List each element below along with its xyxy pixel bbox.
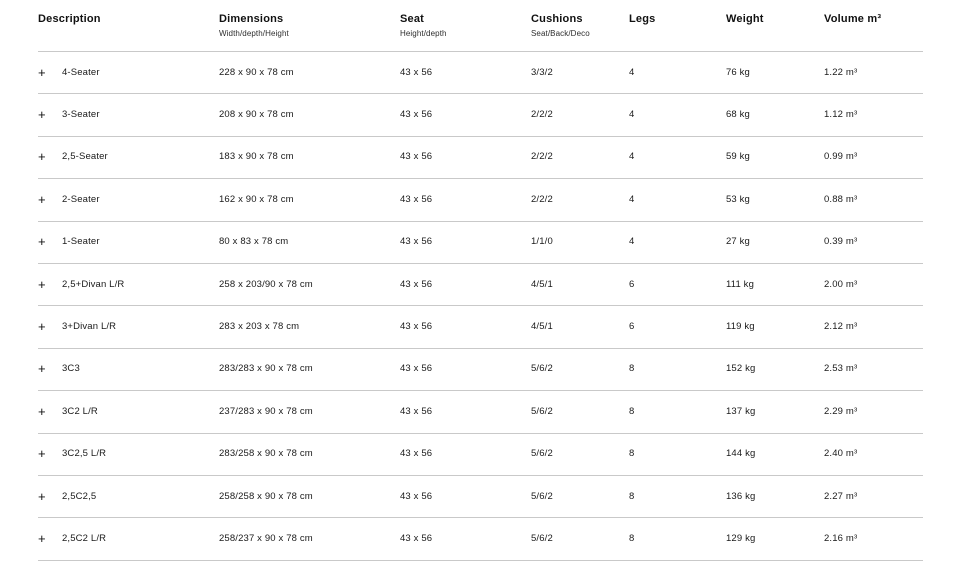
cell-dimensions: 183 x 90 x 78 cm (219, 151, 294, 163)
cell-seat: 43 x 56 (400, 448, 433, 460)
cell-description: 2,5C2 L/R (62, 532, 107, 544)
cell-description: 3C2 L/R (62, 405, 98, 417)
column-label: Description (38, 13, 101, 25)
expand-row-button[interactable]: + (38, 276, 46, 292)
cell-seat: 43 x 56 (400, 278, 433, 290)
column-label: Dimensions (219, 13, 284, 25)
cell-cushions: 1/1/0 (531, 236, 553, 248)
cell-weight: 129 kg (726, 532, 756, 544)
expand-row-button[interactable]: + (38, 234, 46, 250)
cell-seat: 43 x 56 (400, 532, 433, 544)
expand-cell (38, 191, 62, 207)
expand-row-button[interactable]: + (38, 488, 46, 504)
column-header-seat (400, 13, 531, 38)
cell-seat: 43 x 56 (400, 109, 433, 121)
cell-description: 2,5-Seater (62, 151, 108, 163)
expand-row-button[interactable]: + (38, 403, 46, 419)
cell-weight: 152 kg (726, 363, 756, 375)
cell-legs: 8 (629, 448, 635, 460)
expand-row-button[interactable]: + (38, 361, 46, 377)
expand-row-button[interactable]: + (38, 149, 46, 165)
cell-legs: 8 (629, 490, 635, 502)
cell-weight: 119 kg (726, 321, 755, 333)
expand-row-button[interactable]: + (38, 191, 46, 207)
cell-seat: 43 x 56 (400, 151, 433, 163)
cell-cushions: 5/6/2 (531, 363, 553, 375)
cell-description: 3-Seater (62, 109, 100, 121)
cell-dimensions: 162 x 90 x 78 cm (219, 193, 294, 205)
cell-volume: 2.00 m³ (824, 278, 858, 290)
column-label: Weight (726, 13, 764, 25)
cell-legs: 6 (629, 278, 635, 290)
cell-weight: 144 kg (726, 448, 756, 460)
cell-cushions: 5/6/2 (531, 448, 553, 460)
cell-dimensions: 283/258 x 90 x 78 cm (219, 448, 313, 460)
expand-cell (38, 276, 62, 292)
column-label: Cushions (531, 13, 583, 25)
column-sublabel: Width/depth/Height (219, 29, 289, 38)
cell-cushions: 4/5/1 (531, 278, 553, 290)
cell-seat: 43 x 56 (400, 363, 433, 375)
column-header-weight (726, 13, 824, 26)
cell-volume: 2.12 m³ (824, 321, 858, 333)
cell-volume: 1.22 m³ (824, 66, 858, 78)
table-row (38, 137, 923, 179)
table-row (38, 391, 923, 433)
cell-cushions: 5/6/2 (531, 405, 553, 417)
cell-description: 3+Divan L/R (62, 321, 117, 333)
cell-seat: 43 x 56 (400, 321, 433, 333)
cell-cushions: 2/2/2 (531, 109, 553, 121)
table-row (38, 518, 923, 560)
cell-legs: 4 (629, 151, 635, 163)
cell-volume: 0.39 m³ (824, 236, 858, 248)
cell-volume: 2.53 m³ (824, 363, 858, 375)
cell-volume: 2.29 m³ (824, 405, 858, 417)
cell-description: 2-Seater (62, 193, 100, 205)
expand-row-button[interactable]: + (38, 530, 46, 546)
cell-volume: 0.99 m³ (824, 151, 858, 163)
column-header-cushions (531, 13, 629, 38)
cell-dimensions: 258 x 203/90 x 78 cm (219, 278, 313, 290)
cell-weight: 137 kg (726, 405, 756, 417)
column-label: Seat (400, 13, 425, 25)
table-header-row (38, 0, 923, 52)
expand-cell (38, 321, 62, 333)
cell-cushions: 5/6/2 (531, 490, 553, 502)
cell-weight: 136 kg (726, 490, 756, 502)
table-row (38, 476, 923, 518)
cell-description: 2,5+Divan L/R (62, 278, 125, 290)
cell-legs: 4 (629, 236, 635, 248)
expand-cell (38, 530, 62, 546)
expand-cell (38, 488, 62, 504)
cell-seat: 43 x 56 (400, 236, 433, 248)
cell-seat: 43 x 56 (400, 193, 433, 205)
cell-dimensions: 283 x 203 x 78 cm (219, 321, 300, 333)
expand-cell (38, 448, 62, 460)
table-body (38, 52, 923, 561)
expand-row-button[interactable]: + (38, 319, 46, 335)
cell-dimensions: 228 x 90 x 78 cm (219, 66, 294, 78)
column-header-description (38, 13, 219, 26)
cell-cushions: 4/5/1 (531, 321, 553, 333)
cell-volume: 1.12 m³ (824, 109, 858, 121)
cell-legs: 6 (629, 321, 635, 333)
expand-cell (38, 151, 62, 163)
table-row (38, 264, 923, 306)
cell-dimensions: 80 x 83 x 78 cm (219, 236, 289, 248)
expand-cell (38, 236, 62, 248)
cell-cushions: 5/6/2 (531, 532, 553, 544)
cell-dimensions: 283/283 x 90 x 78 cm (219, 363, 313, 375)
column-label: Volume m³ (824, 13, 882, 25)
column-sublabel: Height/depth (400, 29, 447, 38)
cell-legs: 4 (629, 66, 635, 78)
column-header-legs (629, 13, 726, 26)
cell-weight: 76 kg (726, 66, 750, 78)
cell-seat: 43 x 56 (400, 66, 433, 78)
expand-cell (38, 64, 62, 80)
table-row (38, 179, 923, 221)
cell-volume: 2.40 m³ (824, 448, 858, 460)
cell-weight: 27 kg (726, 236, 750, 248)
cell-dimensions: 258/258 x 90 x 78 cm (219, 490, 313, 502)
cell-volume: 2.27 m³ (824, 490, 858, 502)
cell-seat: 43 x 56 (400, 490, 433, 502)
cell-description: 3C3 (62, 363, 80, 375)
column-sublabel: Seat/Back/Deco (531, 29, 590, 38)
expand-cell (38, 109, 62, 121)
table-row (38, 94, 923, 136)
cell-dimensions: 258/237 x 90 x 78 cm (219, 532, 313, 544)
table-row (38, 222, 923, 264)
expand-cell (38, 403, 62, 419)
table-row (38, 306, 923, 348)
cell-legs: 8 (629, 532, 635, 544)
cell-volume: 2.16 m³ (824, 532, 858, 544)
cell-legs: 4 (629, 193, 635, 205)
cell-description: 2,5C2,5 (62, 490, 97, 502)
cell-legs: 8 (629, 363, 635, 375)
table-row (38, 349, 923, 391)
cell-description: 3C2,5 L/R (62, 448, 107, 460)
cell-legs: 4 (629, 109, 635, 121)
cell-cushions: 2/2/2 (531, 151, 553, 163)
column-header-dimensions (219, 13, 400, 38)
cell-seat: 43 x 56 (400, 405, 433, 417)
product-spec-table (38, 0, 923, 561)
expand-cell (38, 363, 62, 375)
table-row (38, 434, 923, 476)
expand-row-button[interactable]: + (38, 446, 46, 462)
cell-weight: 59 kg (726, 151, 750, 163)
column-header-volume (824, 13, 923, 26)
cell-volume: 0.88 m³ (824, 193, 858, 205)
cell-dimensions: 208 x 90 x 78 cm (219, 109, 294, 121)
cell-description: 1-Seater (62, 236, 100, 248)
cell-cushions: 3/3/2 (531, 66, 553, 78)
cell-description: 4-Seater (62, 66, 100, 78)
cell-weight: 53 kg (726, 193, 750, 205)
column-label: Legs (629, 13, 656, 25)
expand-row-button[interactable]: + (38, 64, 46, 80)
cell-weight: 68 kg (726, 109, 750, 121)
cell-legs: 8 (629, 405, 635, 417)
cell-dimensions: 237/283 x 90 x 78 cm (219, 405, 313, 417)
expand-row-button[interactable]: + (38, 107, 46, 123)
cell-cushions: 2/2/2 (531, 193, 553, 205)
table-row (38, 52, 923, 94)
cell-weight: 111 kg (726, 278, 755, 290)
